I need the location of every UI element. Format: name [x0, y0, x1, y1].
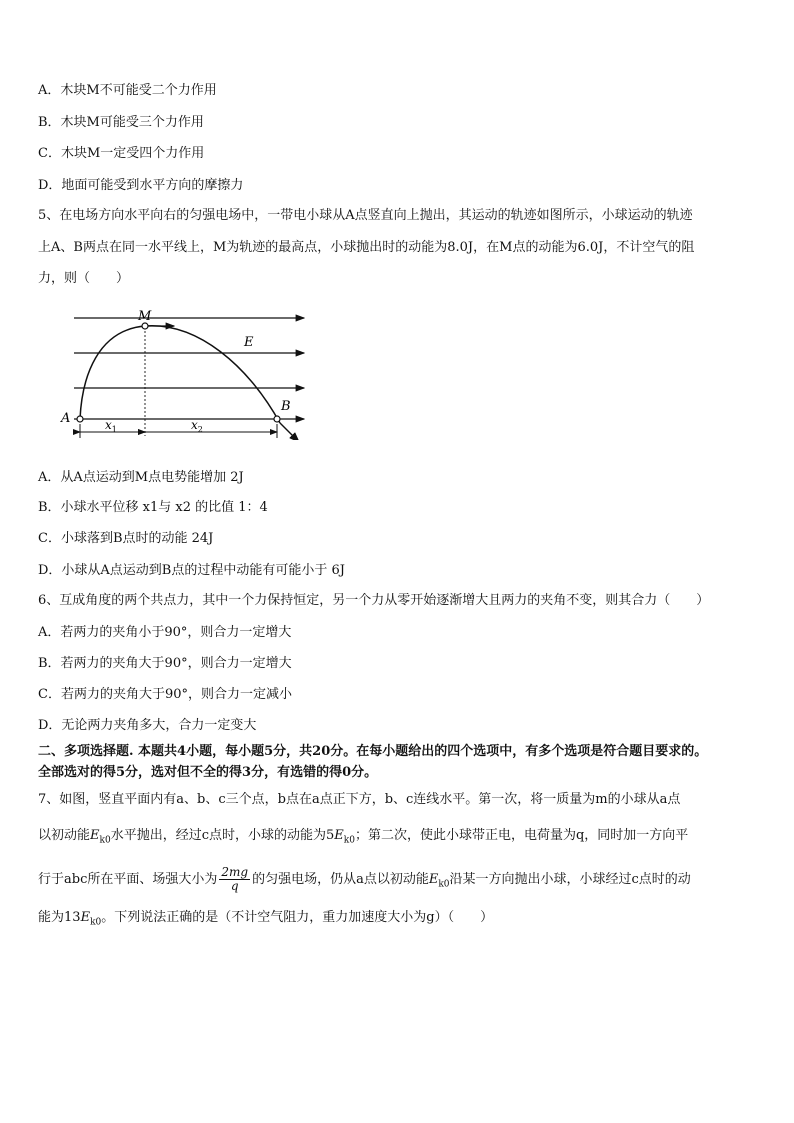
section-2-heading-line-2: 全部选对的得5分，选对但不全的得3分，有选错的得0分。	[38, 765, 378, 780]
q5-trajectory-figure	[58, 306, 308, 440]
q4-option-c: C．木块M一定受四个力作用	[38, 146, 205, 161]
q4-option-b: B．木块M可能受三个力作用	[38, 115, 204, 130]
q5-option-c: C．小球落到B点时的动能 24J	[38, 531, 214, 546]
q6-option-c: C．若两力的夹角大于90°，则合力一定减小	[38, 687, 292, 702]
label-e: E	[244, 335, 254, 350]
q5-option-b: B．小球水平位移 x1与 x2 的比值 1：4	[38, 500, 268, 515]
section-2-heading-line-1: 二、多项选择题. 本题共4小题，每小题5分，共20分。在每小题给出的四个选项中，有多个选项是符合题目要求的。	[38, 744, 708, 759]
point-a	[77, 416, 83, 422]
q7-line-4: 能为$13E_{k0}$。下列说法正确的是（不计空气阻力，重力加速度大小为g）（ ）	[38, 910, 494, 928]
q7-line-2: 以初动能$E_{k0}$水平抛出，经过c点时，小球的动能为$5E_{k0}$；第二次，使此小球带正电，电荷量为q，同时加一方向平	[38, 828, 689, 846]
label-x1: $x_1$	[105, 418, 117, 434]
five-ek0-symbol: $5E_{k0}$	[325, 828, 355, 846]
q6-option-b: B．若两力的夹角大于90°，则合力一定增大	[38, 656, 292, 671]
label-m: M	[138, 309, 152, 324]
q5-stem-line-3: 力，则（ ）	[38, 271, 130, 286]
q6-option-a: A．若两力的夹角小于90°，则合力一定增大	[38, 625, 292, 640]
trajectory-end-arrow	[280, 423, 299, 440]
field-strength-fraction: $\frac{2mg}{q}$	[221, 865, 249, 893]
q5-stem-line-2: 上A、B两点在同一水平线上，M为轨迹的最高点，小球抛出时的动能为8.0J，在M点的动能为6.0J，不计空气的阻	[38, 240, 695, 255]
point-b	[274, 416, 280, 422]
q6-option-d: D．无论两力夹角多大，合力一定变大	[38, 718, 257, 733]
label-a: A	[61, 411, 71, 426]
ek0-symbol: $E_{k0}$	[90, 828, 111, 846]
q5-option-a: A．从A点运动到M点电势能增加 2J	[38, 470, 244, 485]
q7-line-3: 行于abc所在平面、场强大小为 $\frac{2mg}{q}$ 的匀强电场，仍从a点以初动能$E_{k0}$沿某一方向抛出小球，小球经过c点时的动	[38, 865, 691, 893]
q5-stem-line-1: 5、在电场方向水平向右的匀强电场中，一带电小球从A点竖直向上抛出，其运动的轨迹如图所示，小球运动的轨迹	[38, 208, 693, 223]
q6-stem: 6、互成角度的两个共点力，其中一个力保持恒定，另一个力从零开始逐渐增大且两力的夹角不变，则其合力（ ）	[38, 593, 710, 608]
q4-option-a: A．木块M不可能受二个力作用	[38, 83, 217, 98]
q7-line-1: 7、如图，竖直平面内有a、b、c三个点，b点在a点正下方，b、c连线水平。第一次，将一质量为m的小球从a点	[38, 792, 681, 807]
ek0-symbol: $E_{k0}$	[428, 872, 450, 890]
label-b: B	[281, 399, 291, 414]
q4-option-d: D．地面可能受到水平方向的摩擦力	[38, 178, 244, 193]
q5-option-d: D．小球从A点运动到B点的过程中动能有可能小于 6J	[38, 563, 345, 578]
thirteen-ek0-symbol: $13E_{k0}$	[64, 910, 102, 928]
label-x2: $x_2$	[191, 418, 203, 434]
